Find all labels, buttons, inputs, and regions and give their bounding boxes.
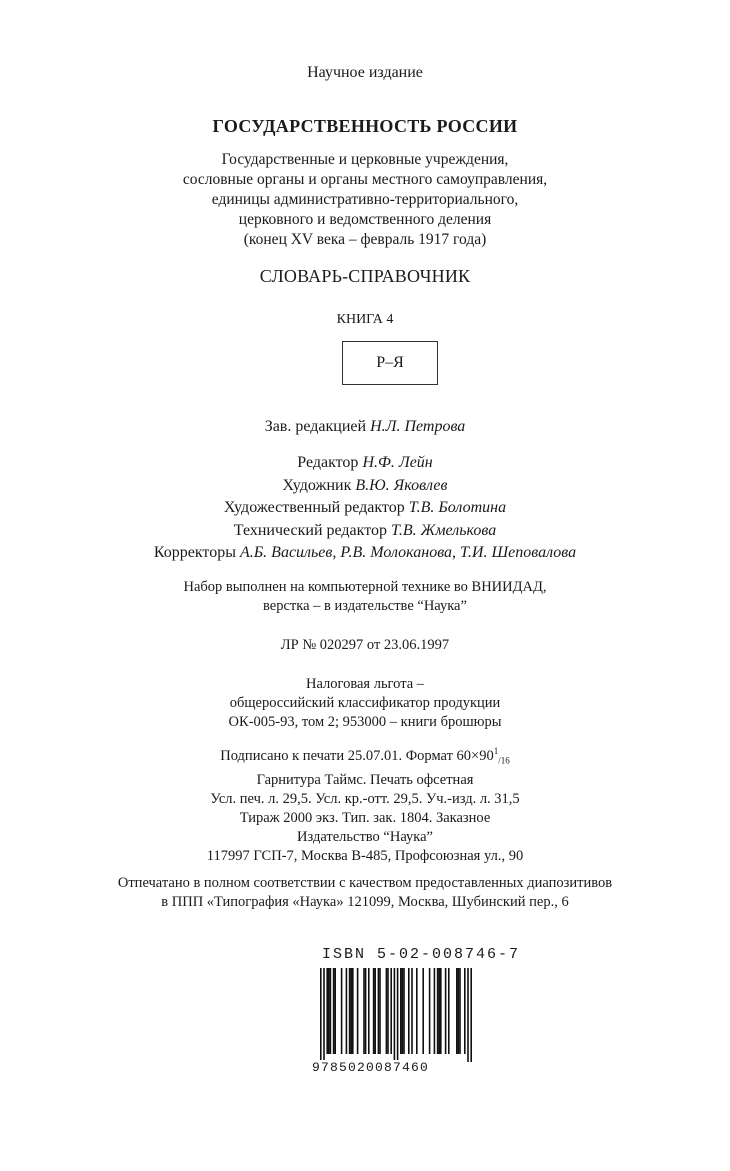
- tech-editor-line: [0, 520, 730, 543]
- format-sub: /16: [498, 755, 510, 766]
- proofreaders-line: [0, 542, 730, 565]
- artist-name: В.Ю. Яковлев: [355, 476, 448, 494]
- format-sup: 1: [493, 746, 499, 756]
- barcode-bar: [363, 968, 365, 1054]
- barcode-bar: [374, 968, 376, 1054]
- barcode-bar: [459, 968, 461, 1054]
- barcode-bar: [387, 968, 389, 1054]
- barcode-bar: [403, 968, 405, 1054]
- barcode-bar: [368, 968, 370, 1054]
- tax-line: Налоговая льгота –: [305, 676, 425, 692]
- artist-line: [0, 475, 730, 498]
- barcode-bar: [456, 968, 458, 1054]
- barcode-bar: [470, 968, 472, 1062]
- editor-name: Н.Ф. Лейн: [362, 454, 433, 471]
- book-subtitle: [0, 150, 730, 250]
- barcode-bar: [341, 968, 343, 1054]
- editor-line: [0, 452, 730, 475]
- barcode-bar: [323, 968, 325, 1062]
- barcode-bar: [334, 968, 336, 1054]
- edition-type: Научное издание: [307, 64, 423, 81]
- barcode-bar: [333, 968, 335, 1054]
- barcode-bar: [438, 968, 440, 1054]
- print-info: [0, 742, 730, 828]
- barcode-bar: [386, 968, 388, 1054]
- proofreaders-role: Корректоры: [153, 544, 236, 561]
- barcode-bar: [411, 968, 413, 1054]
- editor-role: Редактор: [297, 454, 359, 471]
- print-line: Гарнитура Таймс. Печать офсетная: [256, 771, 474, 788]
- barcode-bar: [400, 968, 402, 1054]
- barcode-bar: [378, 968, 380, 1054]
- signed-line: [0, 742, 730, 771]
- barcode-bar: [330, 968, 332, 1054]
- credits-block: [0, 452, 730, 565]
- printed-line: Отпечатано в полном соответствии с качеством предоставленных диапозитивов: [117, 875, 613, 891]
- barcode-bar: [349, 968, 351, 1054]
- barcode-bar: [357, 968, 359, 1054]
- barcode-bar: [437, 968, 439, 1054]
- publisher-line: 117997 ГСП-7, Москва В-485, Профсоюзная ул., 90: [206, 848, 524, 864]
- barcode-bar: [464, 968, 466, 1054]
- proofreaders-names: А.Б. Васильев, Р.В. Молоканова, Т.И. Шеповалова: [239, 544, 577, 561]
- barcode-bar: [379, 968, 381, 1054]
- chief-editor-name: Н.Л. Петрова: [370, 418, 466, 435]
- publisher-line: Издательство “Наука”: [297, 829, 433, 845]
- art-editor-name: Т.В. Болотина: [408, 499, 507, 516]
- dictionary-label: СЛОВАРЬ-СПРАВОЧНИК: [259, 266, 471, 286]
- printed-note: [0, 874, 730, 912]
- barcode-bar: [352, 968, 354, 1054]
- barcode-bar: [467, 968, 469, 1062]
- chief-editor-role: Зав. редакцией: [264, 418, 367, 435]
- license-number: ЛР № 020297 от 23.06.1997: [280, 637, 450, 653]
- publisher-info: [0, 828, 730, 866]
- barcode-bar: [408, 968, 410, 1054]
- barcode-bar: [422, 968, 424, 1054]
- barcode-bars: [312, 968, 480, 1062]
- barcode-bar: [445, 968, 447, 1054]
- art-editor-line: [0, 497, 730, 520]
- subtitle-line: церковного и ведомственного деления: [238, 211, 492, 228]
- barcode-bar: [365, 968, 367, 1054]
- barcode-bar: [429, 968, 431, 1054]
- tax-line: ОК-005-93, том 2; 953000 – книги брошюры: [228, 714, 502, 730]
- typesetting-line: верстка – в издательстве “Наука”: [263, 598, 467, 614]
- isbn-label: ISBN 5-02-008746-7: [322, 946, 521, 963]
- subtitle-line: Государственные и церковные учреждения,: [221, 151, 509, 168]
- art-editor-role: Художественный редактор: [223, 499, 405, 516]
- barcode-bar: [320, 968, 322, 1062]
- barcode-bar: [373, 968, 375, 1054]
- barcode-bar: [390, 968, 392, 1054]
- tech-editor-role: Технический редактор: [233, 521, 387, 539]
- barcode-bar: [434, 968, 436, 1054]
- signed-text: Подписано к печати 25.07.01. Формат 60×90: [220, 747, 494, 764]
- tax-note: [0, 675, 730, 732]
- printed-line: в ППП «Типография «Наука» 121099, Москва, Шубинский пер., 6: [161, 894, 569, 910]
- typesetting-line: Набор выполнен на компьютерной технике во ВНИИДАД,: [183, 579, 547, 595]
- print-line: Усл. печ. л. 29,5. Усл. кр.-отт. 29,5. Уч.-изд. л. 31,5: [210, 790, 520, 807]
- barcode-digits: 9785020087460: [312, 1060, 430, 1075]
- artist-role: Художник: [282, 476, 352, 494]
- barcode-bar: [394, 968, 396, 1062]
- barcode-bar: [416, 968, 418, 1054]
- letter-range-box: Р–Я: [342, 341, 438, 385]
- subtitle-line: (конец XV века – февраль 1917 года): [243, 231, 487, 248]
- tech-editor-name: Т.В. Жмелькова: [391, 521, 497, 539]
- chief-editor-line: [0, 418, 730, 436]
- book-number: КНИГА 4: [336, 312, 394, 327]
- book-title: ГОСУДАРСТВЕННОСТЬ РОССИИ: [212, 116, 518, 136]
- subtitle-line: сословные органы и органы местного самоуправления,: [182, 171, 548, 188]
- barcode-bar: [350, 968, 352, 1054]
- barcode-bar: [440, 968, 442, 1054]
- isbn-barcode: [312, 946, 521, 1082]
- barcode-bar: [448, 968, 450, 1054]
- tax-line: общероссийский классификатор продукции: [229, 695, 501, 711]
- subtitle-line: единицы административно-территориального,: [211, 191, 519, 208]
- barcode-bar: [458, 968, 460, 1054]
- barcode-bar: [326, 968, 328, 1054]
- barcode-bar: [346, 968, 348, 1054]
- print-line: Тираж 2000 экз. Тип. зак. 1804. Заказное: [239, 809, 491, 826]
- barcode-bar: [397, 968, 399, 1062]
- barcode-bar: [328, 968, 330, 1054]
- typesetting-note: [0, 578, 730, 616]
- barcode-bar: [402, 968, 404, 1054]
